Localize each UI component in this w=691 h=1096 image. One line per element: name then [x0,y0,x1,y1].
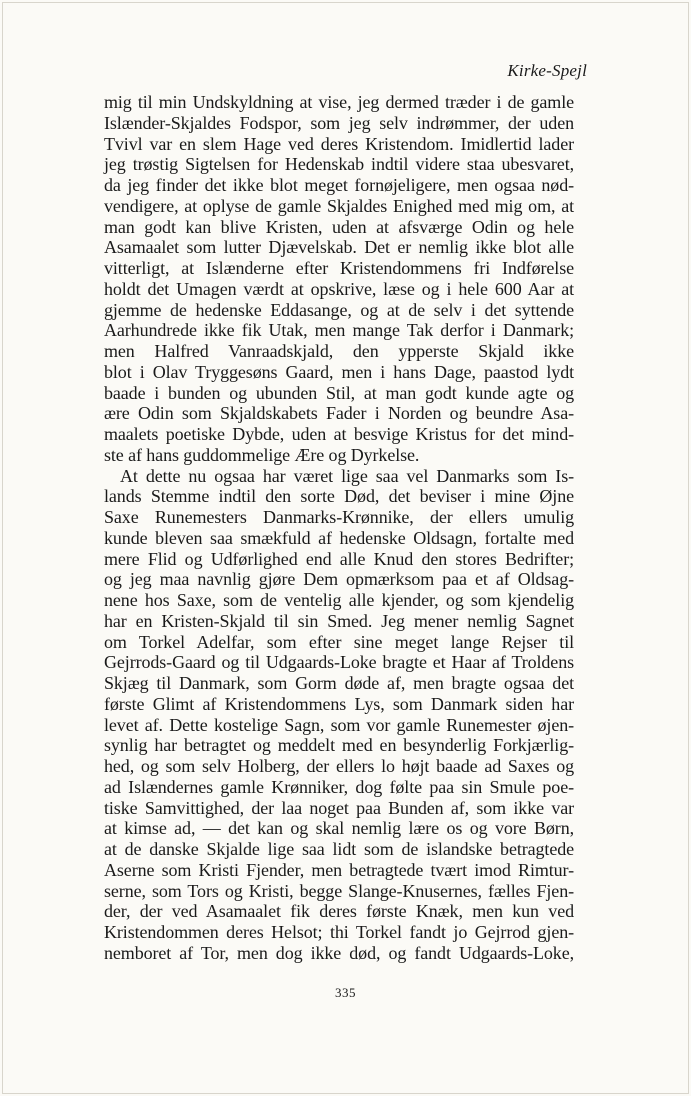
body-text [104,92,574,964]
text-line: tiske Samvittighed, der laa noget paa Bunden af, som ikke var [104,797,574,818]
text-line: om Torkel Adelfar, som efter sine meget lange Rejser til [104,631,574,652]
text-line: ad Islændernes gamle Krønniker, dog følte paa sin Smule poe- [104,776,574,797]
text-line: men Halfred Vanraadskjald, den ypperste Skjald ikke [104,341,574,361]
text-line: vitterligt, at Islænderne efter Kristendommens fri Indførelse [104,258,574,278]
text-line: synlig har betragtet og meddelt med en besynderlig Forkjærlig- [104,735,574,756]
text-line: jeg trøstig Sigtelsen for Hedenskab indtil videre staa ubesvaret, [104,154,574,175]
text-line: at de danske Skjalde lige saa lidt som de islandske betragtede [104,839,574,859]
text-line: har en Kristen-Skjald til sin Smed. Jeg mener nemlig Sagnet [104,610,574,631]
text-line: baade i bunden og ubunden Stil, at man godt kunde agte og [104,382,574,403]
text-line: Kristendommen deres Helsot; thi Torkel fandt jo Gejrrod gjen- [104,922,574,942]
text-line: og jeg maa navnlig gjøre Dem opmærksom paa et af Oldsag- [104,569,574,590]
text-line: maalets poetiske Dybde, uden at besvige Kristus for det mind- [104,424,574,444]
text-line: serne, som Tors og Kristi, begge Slange-Knusernes, fælles Fjen- [104,880,574,901]
text-line: man godt kan blive Kristen, uden at afsværge Odin og hele [104,216,574,237]
text-line: ære Odin som Skjaldskabets Fader i Norden og beundre Asa- [104,403,574,424]
text-line: At dette nu ogsaa har været lige saa vel Danmarks som Is- [120,465,574,486]
text-line: Aserne som Kristi Fjender, men betragtede tvært imod Rimtur- [104,859,574,880]
text-line: Islænder-Skjaldes Fodspor, som jeg selv indrømmer, der uden [104,112,574,133]
text-line: Gejrrods-Gaard og til Udgaards-Loke bragte et Haar af Troldens [104,652,574,673]
text-line: nene hos Saxe, som de ventelig alle kjender, og som kjendelig [104,590,574,610]
text-line: Saxe Runemesters Danmarks-Krønnike, der ellers umulig [104,507,574,527]
text-line: vendigere, at oplyse de gamle Skjaldes Enighed med mig om, at [104,195,574,216]
text-line: der, der ved Asamaalet fik deres første Knæk, men kun ved [104,901,574,922]
text-line: blot i Olav Tryggesøns Gaard, men i hans Dage, paastod lydt [104,361,574,382]
text-line: da jeg finder det ikke blot meget fornøjeligere, men ogsaa nød- [104,175,574,195]
text-line: gjemme de hedenske Eddasange, og at de selv i det syttende [104,299,574,320]
text-line: levet af. Dette kostelige Sagn, som vor gamle Runemester øjen- [104,714,574,735]
text-line: ste af hans guddommelige Ære og Dyrkelse. [104,444,420,465]
text-line: mig til min Undskyldning at vise, jeg dermed træder i de gamle [104,92,574,112]
page-number: 335 [335,985,356,1000]
text-line: Tvivl var en slem Hage ved deres Kristendom. Imidlertid lader [104,133,574,154]
text-line: lands Stemme indtil den sorte Død, det beviser i mine Øjne [104,486,574,507]
text-line: nemboret af Tor, men dog ikke død, og fandt Udgaards-Loke, [104,942,574,963]
text-line: hed, og som selv Holberg, der ellers lo højt baade ad Saxes og [104,756,574,776]
text-line: holdt det Umagen værdt at opskrive, læse og i hele 600 Aar at [104,278,574,299]
text-line: at kimse ad, — det kan og skal nemlig lære os og vore Børn, [104,818,574,839]
text-line: Aarhundrede ikke fik Utak, men mange Tak derfor i Danmark; [104,320,574,341]
text-line: Skjæg til Danmark, som Gorm døde af, men bragte ogsaa det [104,673,574,693]
text-line: kunde bleven saa smækfuld af hedenske Oldsagn, fortalte med [104,527,574,548]
text-line: mere Flid og Udførlighed end alle Knud den stores Bedrifter; [104,548,574,569]
text-line: Asamaalet som lutter Djævelskab. Det er nemlig ikke blot alle [104,237,574,258]
text-line: første Glimt af Kristendommens Lys, som Danmark siden har [104,693,574,714]
running-title: Kirke-Spejl [507,61,587,80]
